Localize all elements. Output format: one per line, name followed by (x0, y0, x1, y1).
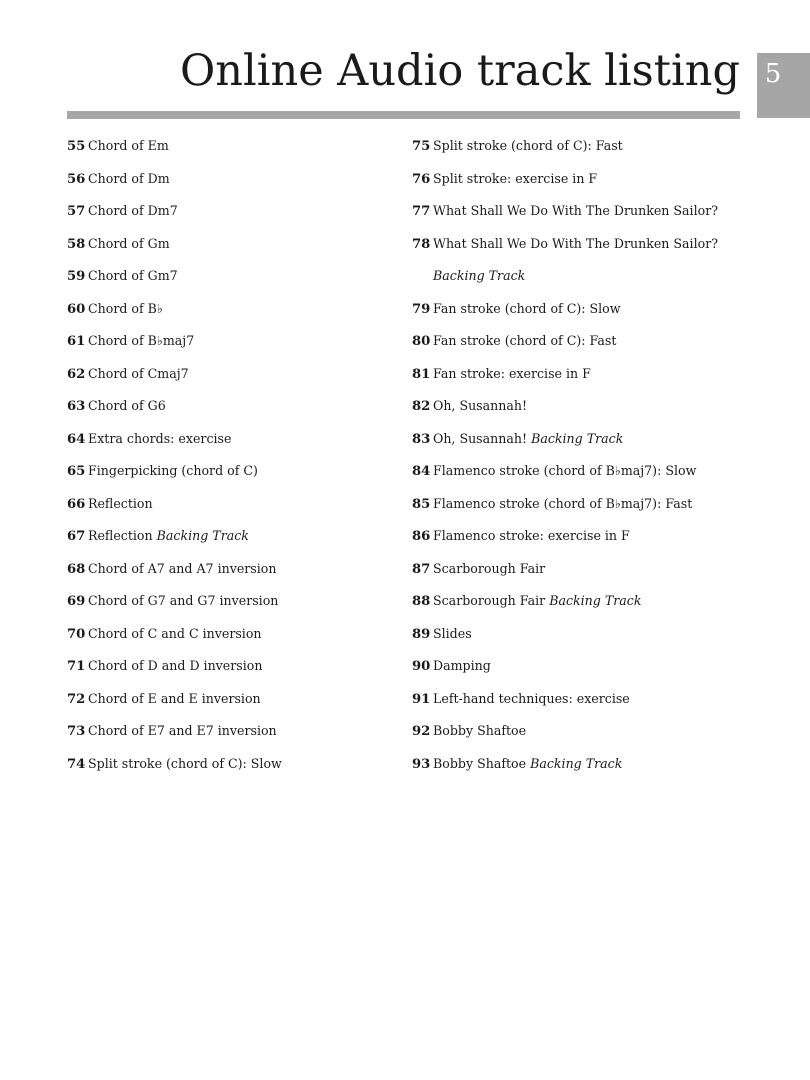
track-item (412, 653, 742, 686)
track-title: Chord of Cmaj7 (88, 365, 189, 381)
track-number: 72 (67, 691, 86, 707)
track-title: Bobby Shaftoe (433, 755, 531, 771)
track-item (67, 198, 397, 231)
track-item (67, 458, 397, 491)
track-title: What Shall We Do With The Drunken Sailor? (433, 203, 718, 218)
track-number: 78 (412, 236, 431, 252)
page-number: 5 (764, 59, 782, 89)
track-item (67, 328, 397, 361)
track-item (412, 361, 742, 394)
track-number: 83 (412, 431, 431, 447)
track-number: 90 (412, 659, 431, 674)
track-number: 73 (67, 724, 86, 739)
track-number: 64 (67, 431, 86, 447)
track-item (67, 166, 397, 199)
track-number: 92 (412, 724, 431, 739)
page-title: Online Audio track listing (180, 46, 740, 96)
track-title: Damping (433, 658, 491, 673)
track-title: Fingerpicking (chord of C) (88, 463, 258, 478)
track-title: Flamenco stroke (chord of B♭maj7): Slow (433, 463, 697, 478)
track-number: 74 (67, 756, 86, 772)
track-number: 62 (67, 366, 86, 382)
track-number: 61 (67, 334, 86, 349)
backing-track-label: Backing Track (156, 528, 249, 543)
track-title: Bobby Shaftoe (433, 723, 527, 738)
page-number-tab (757, 53, 810, 118)
track-item (412, 426, 742, 459)
track-title: Chord of B♭ (88, 300, 163, 316)
backing-track-label: Backing Track (531, 430, 624, 446)
track-list-left (67, 133, 397, 783)
track-item (67, 361, 397, 394)
track-title: Chord of E and E inversion (88, 690, 261, 706)
track-title: Split stroke (chord of C): Fast (433, 138, 623, 153)
track-item (67, 621, 397, 654)
track-item (67, 491, 397, 524)
track-number: 93 (412, 756, 431, 772)
track-item (67, 133, 397, 166)
track-item (412, 621, 742, 654)
track-title: Chord of A7 and A7 inversion (88, 560, 277, 576)
backing-track-label: Backing Track (433, 268, 526, 283)
track-item (67, 426, 397, 459)
track-number: 57 (67, 204, 86, 219)
track-number: 60 (67, 301, 86, 317)
track-number: 82 (412, 399, 431, 414)
track-item (67, 296, 397, 329)
track-item (67, 231, 397, 264)
track-title: Fan stroke (chord of C): Fast (433, 333, 617, 348)
track-number: 89 (412, 626, 431, 642)
track-number: 67 (67, 529, 86, 544)
track-number: 71 (67, 659, 86, 674)
track-title: Chord of Gm (88, 235, 170, 251)
track-title: Chord of Dm (88, 170, 170, 186)
track-title: Chord of D and D inversion (88, 658, 263, 673)
track-number: 55 (67, 139, 86, 154)
title-rule (67, 111, 740, 119)
track-item (412, 166, 742, 199)
track-number: 58 (67, 236, 86, 252)
track-number: 70 (67, 626, 86, 642)
track-item (67, 751, 397, 784)
track-item (412, 523, 742, 556)
track-item (67, 263, 397, 296)
track-title: Fan stroke (chord of C): Slow (433, 300, 621, 316)
backing-track-label: Backing Track (530, 755, 623, 771)
track-item (67, 393, 397, 426)
track-item (412, 686, 742, 719)
track-title: Scarborough Fair (433, 560, 546, 576)
track-number: 81 (412, 366, 431, 382)
track-number: 63 (67, 399, 86, 414)
track-number: 80 (412, 334, 431, 349)
track-title: Oh, Susannah! (433, 430, 532, 446)
track-item (412, 718, 742, 751)
track-item (67, 523, 397, 556)
track-number: 75 (412, 139, 431, 154)
track-title: Chord of C and C inversion (88, 625, 262, 641)
track-title: Split stroke: exercise in F (433, 170, 598, 186)
track-title: Oh, Susannah! (433, 398, 528, 413)
track-title: Chord of E7 and E7 inversion (88, 723, 277, 738)
track-number: 66 (67, 496, 86, 512)
track-title: What Shall We Do With The Drunken Sailor? (433, 235, 718, 251)
track-number: 91 (412, 691, 431, 707)
track-item (67, 588, 397, 621)
track-title: Extra chords: exercise (88, 430, 232, 446)
track-title: Chord of B♭maj7 (88, 333, 195, 348)
track-number: 87 (412, 561, 431, 577)
track-number: 56 (67, 171, 86, 187)
track-item (412, 296, 742, 329)
track-item (412, 393, 742, 426)
track-title: Reflection (88, 528, 157, 543)
track-number: 69 (67, 594, 86, 609)
track-item (412, 328, 742, 361)
track-item (412, 588, 742, 621)
track-title: Chord of G6 (88, 398, 166, 413)
track-list-right (412, 133, 742, 783)
track-item (67, 653, 397, 686)
track-title: Flamenco stroke (chord of B♭maj7): Fast (433, 495, 693, 511)
track-item (412, 231, 742, 264)
track-number: 88 (412, 594, 431, 609)
track-number: 68 (67, 561, 86, 577)
track-title: Flamenco stroke: exercise in F (433, 528, 630, 543)
track-title: Split stroke (chord of C): Slow (88, 755, 282, 771)
track-title: Chord of Dm7 (88, 203, 178, 218)
track-title: Fan stroke: exercise in F (433, 365, 591, 381)
track-number: 79 (412, 301, 431, 317)
track-title: Chord of G7 and G7 inversion (88, 593, 279, 608)
track-item (412, 751, 742, 784)
track-title: Scarborough Fair (433, 593, 550, 608)
track-item (412, 133, 742, 166)
track-number: 76 (412, 171, 431, 187)
track-item (412, 491, 742, 524)
track-item (412, 458, 742, 491)
backing-track-label: Backing Track (549, 593, 642, 608)
track-title: Reflection (88, 495, 153, 511)
track-item (412, 556, 742, 589)
track-number: 85 (412, 496, 431, 512)
track-item (67, 686, 397, 719)
track-item (412, 198, 742, 231)
track-item (67, 556, 397, 589)
track-number: 59 (67, 269, 86, 284)
track-number: 65 (67, 464, 86, 479)
track-title: Chord of Em (88, 138, 169, 153)
track-number: 77 (412, 204, 431, 219)
track-title: Left-hand techniques: exercise (433, 690, 630, 706)
track-title: Chord of Gm7 (88, 268, 178, 283)
track-item (412, 263, 742, 296)
track-title: Slides (433, 625, 472, 641)
track-number: 84 (412, 464, 431, 479)
track-number: 86 (412, 529, 431, 544)
track-item (67, 718, 397, 751)
